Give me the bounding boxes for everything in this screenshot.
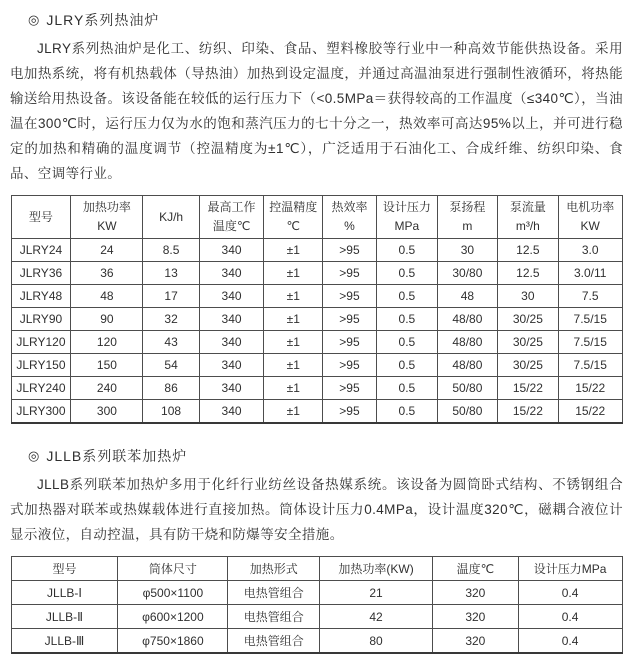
- column-header: 泵流量 m³/h: [497, 196, 558, 239]
- column-header: 加热功率 KW: [71, 196, 143, 239]
- value-cell: 电热管组合: [228, 629, 320, 654]
- value-cell: 32: [143, 308, 199, 331]
- value-cell: 21: [320, 581, 433, 605]
- value-cell: 15/22: [558, 377, 622, 400]
- section2-title: JLLB系列联苯加热炉: [46, 448, 188, 464]
- value-cell: 340: [199, 377, 264, 400]
- value-cell: 48: [437, 285, 497, 308]
- model-cell: JLRY150: [11, 354, 71, 377]
- value-cell: 3.0/11: [558, 262, 622, 285]
- table-row: [11, 377, 622, 400]
- value-cell: >95: [323, 308, 377, 331]
- value-cell: 3.0: [558, 239, 622, 262]
- table-row: [11, 239, 622, 262]
- value-cell: 0.5: [376, 239, 437, 262]
- value-cell: 50/80: [437, 377, 497, 400]
- value-cell: 7.5: [558, 285, 622, 308]
- value-cell: >95: [323, 285, 377, 308]
- value-cell: 7.5/15: [558, 308, 622, 331]
- value-cell: ±1: [264, 400, 323, 424]
- value-cell: 150: [71, 354, 143, 377]
- value-cell: 120: [71, 331, 143, 354]
- value-cell: φ600×1200: [118, 605, 228, 629]
- value-cell: 0.5: [376, 262, 437, 285]
- jllb-spec-table: [11, 556, 623, 654]
- value-cell: 12.5: [497, 262, 558, 285]
- value-cell: 15/22: [497, 400, 558, 424]
- model-cell: JLRY48: [11, 285, 71, 308]
- column-header: 泵扬程 m: [437, 196, 497, 239]
- model-cell: JLRY24: [11, 239, 71, 262]
- value-cell: 15/22: [558, 400, 622, 424]
- column-header: 最高工作 温度℃: [199, 196, 264, 239]
- model-cell: JLRY36: [11, 262, 71, 285]
- value-cell: 24: [71, 239, 143, 262]
- value-cell: φ750×1860: [118, 629, 228, 654]
- section-gap: [10, 436, 623, 442]
- value-cell: 86: [143, 377, 199, 400]
- column-header: 筒体尺寸: [118, 557, 228, 581]
- value-cell: 80: [320, 629, 433, 654]
- value-cell: 12.5: [497, 239, 558, 262]
- header-row: [11, 557, 622, 581]
- value-cell: 电热管组合: [228, 605, 320, 629]
- value-cell: 0.4: [518, 581, 622, 605]
- section1-paragraph: JLRY系列热油炉是化工、纺织、印染、食品、塑料橡胶等行业中一种高效节能供热设备。采用电加热系统，将有机热载体（导热油）加热到设定温度，并通过高温油泵进行强制性液循环，将热能输送给用热设备。该设备能在较低的运行压力下（<0.5MPa＝获得较高的工作温度（≤340℃），当油温在300℃时，运行压力仅为水的饱和蒸汽压力的七十分之一，热效率可高达95%以上，并可进行稳定的加热和精确的温度调节（控温精度为±1℃），广泛适用于石油化工、合成纤维、纺织印染、食品、空调等行业。: [10, 41, 623, 181]
- section1-heading: [10, 10, 623, 30]
- value-cell: ±1: [264, 377, 323, 400]
- model-cell: JLRY240: [11, 377, 71, 400]
- value-cell: 30/25: [497, 331, 558, 354]
- column-header: 热效率 %: [323, 196, 377, 239]
- value-cell: 36: [71, 262, 143, 285]
- value-cell: 0.4: [518, 605, 622, 629]
- value-cell: 0.5: [376, 354, 437, 377]
- value-cell: φ500×1100: [118, 581, 228, 605]
- value-cell: >95: [323, 377, 377, 400]
- value-cell: >95: [323, 239, 377, 262]
- model-cell: JLRY90: [11, 308, 71, 331]
- model-cell: JLLB-Ⅱ: [11, 605, 118, 629]
- jlry-spec-table: [11, 195, 623, 424]
- table-row: [11, 400, 622, 424]
- value-cell: ±1: [264, 239, 323, 262]
- value-cell: >95: [323, 262, 377, 285]
- value-cell: ±1: [264, 354, 323, 377]
- value-cell: 0.5: [376, 308, 437, 331]
- value-cell: >95: [323, 331, 377, 354]
- value-cell: 42: [320, 605, 433, 629]
- value-cell: >95: [323, 400, 377, 424]
- value-cell: 7.5/15: [558, 354, 622, 377]
- value-cell: 15/22: [497, 377, 558, 400]
- model-cell: JLRY120: [11, 331, 71, 354]
- value-cell: 340: [199, 331, 264, 354]
- table-row: [11, 629, 622, 654]
- table-row: [11, 308, 622, 331]
- value-cell: 7.5/15: [558, 331, 622, 354]
- value-cell: 48/80: [437, 354, 497, 377]
- value-cell: 0.5: [376, 377, 437, 400]
- column-header: 型号: [11, 557, 118, 581]
- value-cell: 0.5: [376, 285, 437, 308]
- value-cell: 48/80: [437, 331, 497, 354]
- section2-paragraph: JLLB系列联苯加热炉多用于化纤行业纺丝设备热媒系统。该设备为圆筒卧式结构、不锈钢组合式加热器对联苯或热媒载体进行直接加热。筒体设计压力0.4MPa，设计温度320℃，磁耦合液位计显示液位，自动控温，具有防干烧和防爆等安全措施。: [10, 477, 623, 542]
- value-cell: 30/25: [497, 308, 558, 331]
- header-row: [11, 196, 622, 239]
- value-cell: ±1: [264, 285, 323, 308]
- table-row: [11, 285, 622, 308]
- value-cell: 30/80: [437, 262, 497, 285]
- section1-title: JLRY系列热油炉: [46, 12, 160, 28]
- column-header: 设计压力MPa: [518, 557, 622, 581]
- value-cell: 0.5: [376, 331, 437, 354]
- value-cell: 30/25: [497, 354, 558, 377]
- column-header: KJ/h: [143, 196, 199, 239]
- value-cell: 0.4: [518, 629, 622, 654]
- value-cell: 340: [199, 262, 264, 285]
- value-cell: 0.5: [376, 400, 437, 424]
- column-header: 加热形式: [228, 557, 320, 581]
- value-cell: 300: [71, 400, 143, 424]
- value-cell: 240: [71, 377, 143, 400]
- value-cell: ±1: [264, 308, 323, 331]
- column-header: 控温精度 ℃: [264, 196, 323, 239]
- value-cell: 320: [433, 581, 519, 605]
- value-cell: 108: [143, 400, 199, 424]
- column-header: 设计压力 MPa: [376, 196, 437, 239]
- value-cell: 48/80: [437, 308, 497, 331]
- value-cell: 340: [199, 400, 264, 424]
- value-cell: 电热管组合: [228, 581, 320, 605]
- value-cell: 30: [497, 285, 558, 308]
- value-cell: ±1: [264, 331, 323, 354]
- value-cell: 90: [71, 308, 143, 331]
- table-row: [11, 354, 622, 377]
- value-cell: 340: [199, 308, 264, 331]
- table-row: [11, 605, 622, 629]
- value-cell: 50/80: [437, 400, 497, 424]
- value-cell: 13: [143, 262, 199, 285]
- value-cell: 43: [143, 331, 199, 354]
- value-cell: 17: [143, 285, 199, 308]
- table-row: [11, 331, 622, 354]
- value-cell: 54: [143, 354, 199, 377]
- column-header: 加热功率(KW): [320, 557, 433, 581]
- value-cell: >95: [323, 354, 377, 377]
- column-header: 温度℃: [433, 557, 519, 581]
- column-header: 型号: [11, 196, 71, 239]
- model-cell: JLLB-Ⅰ: [11, 581, 118, 605]
- value-cell: 48: [71, 285, 143, 308]
- column-header: 电机功率 KW: [558, 196, 622, 239]
- section2-heading: [10, 446, 623, 466]
- value-cell: 8.5: [143, 239, 199, 262]
- value-cell: 320: [433, 629, 519, 654]
- section-bullet-icon: ◎: [28, 12, 41, 27]
- value-cell: 340: [199, 354, 264, 377]
- value-cell: 340: [199, 285, 264, 308]
- table-row: [11, 262, 622, 285]
- model-cell: JLRY300: [11, 400, 71, 424]
- value-cell: 320: [433, 605, 519, 629]
- value-cell: 30: [437, 239, 497, 262]
- value-cell: ±1: [264, 262, 323, 285]
- value-cell: 340: [199, 239, 264, 262]
- section-bullet-icon: ◎: [28, 448, 41, 463]
- model-cell: JLLB-Ⅲ: [11, 629, 118, 654]
